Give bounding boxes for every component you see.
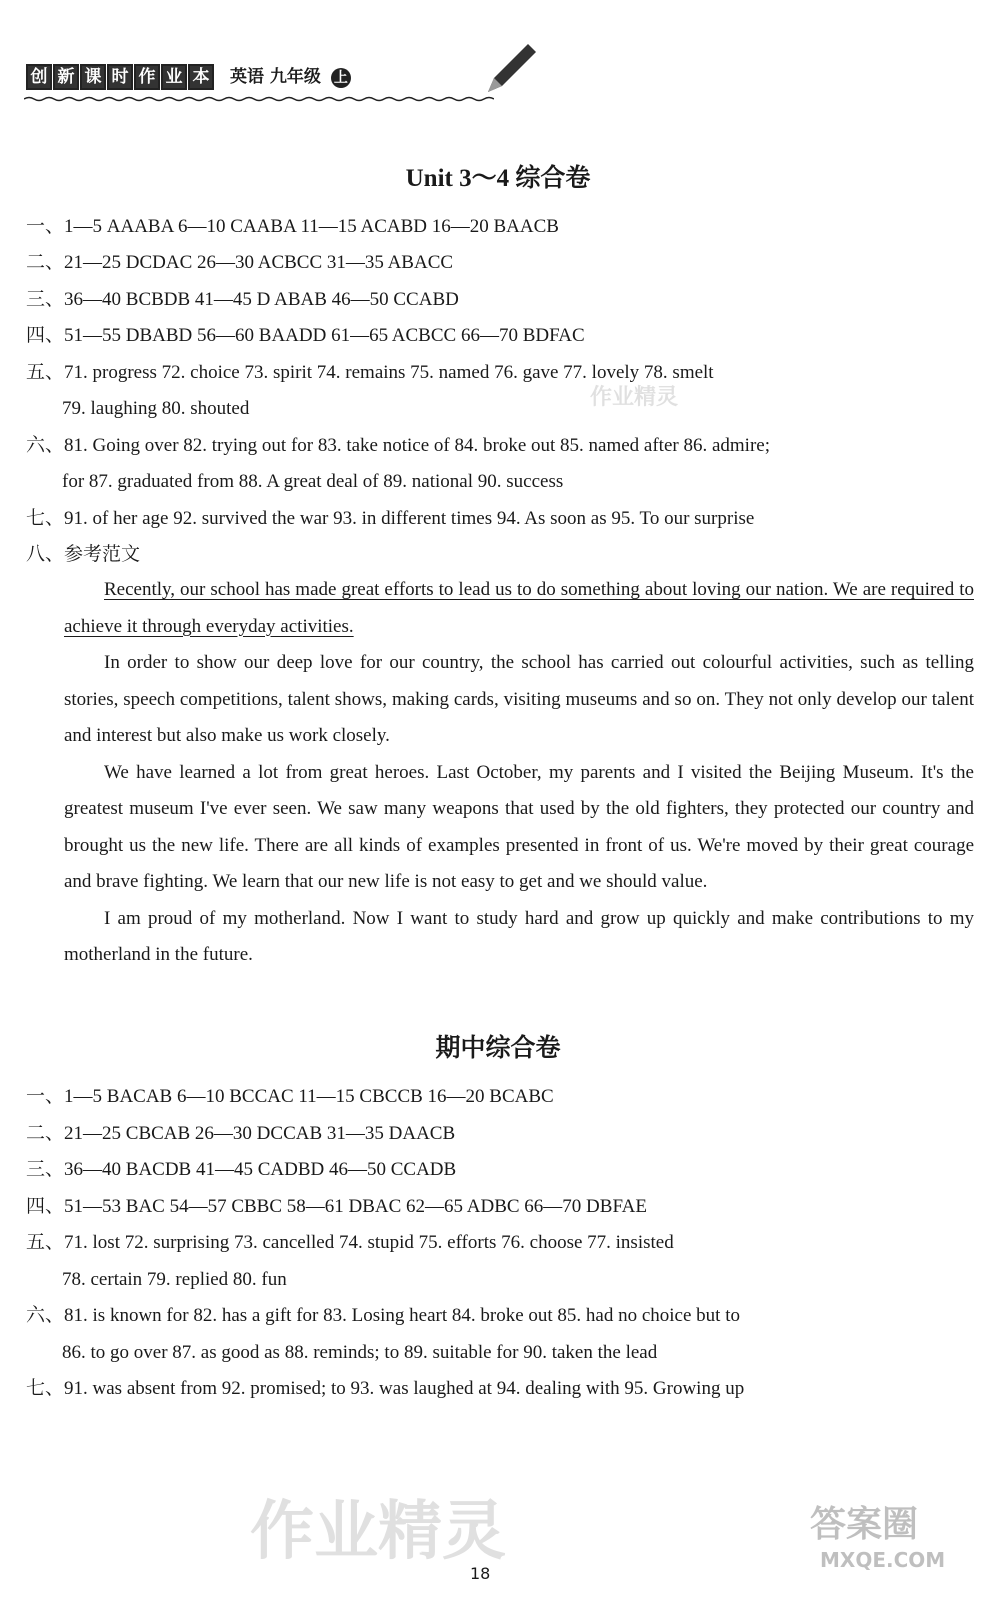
header-divider xyxy=(24,96,494,102)
center-watermark: 作业精灵 xyxy=(590,385,679,410)
row-text: 78. certain 79. replied 80. fun xyxy=(62,1269,287,1290)
model-essay xyxy=(64,572,974,974)
row-text: 21—25 CBCAB 26—30 DCCAB 31—35 DAACB xyxy=(64,1123,456,1144)
page-number: 18 xyxy=(470,1564,491,1583)
answer-row xyxy=(26,1084,554,1110)
row-text: 51—53 BAC 54—57 CBBC 58—61 DBAC 62—65 ADBC 66—70 DBFAE xyxy=(64,1196,647,1217)
brand-char: 创 xyxy=(26,64,52,90)
row-text: 1—5 BACAB 6—10 BCCAC 11—15 CBCCB 16—20 BCABC xyxy=(64,1086,554,1107)
answer-row xyxy=(26,1376,744,1402)
row-text: 36—40 BCBDB 41—45 D ABAB 46—50 CCABD xyxy=(64,289,459,310)
row-text: 86. to go over 87. as good as 88. reminds; to 89. suitable for 90. taken the lead xyxy=(62,1342,658,1363)
corner-watermark: 答案圈 xyxy=(810,1504,919,1545)
row-number: 七、 xyxy=(26,508,65,529)
row-number: 三、 xyxy=(26,1159,65,1180)
row-number: 二、 xyxy=(26,252,65,273)
section-title: 期中综合卷 xyxy=(435,1035,561,1062)
row-number: 六、 xyxy=(26,1305,65,1326)
answer-row xyxy=(62,1340,657,1366)
row-number: 一、 xyxy=(26,1086,65,1107)
answer-row xyxy=(26,1157,456,1183)
pencil-icon xyxy=(480,40,540,100)
brand-char: 作 xyxy=(134,64,160,90)
row-text: 71. lost 72. surprising 73. cancelled 74. stupid 75. efforts 76. choose 77. insisted xyxy=(64,1232,674,1253)
essay-paragraph: In order to show our deep love for our country, the school has carried out colourful activities, such as telling stories, speech competitions, talent shows, making cards, visiting museums and so on. They not only develop our talent and interest but also make us work closely. xyxy=(64,652,974,746)
row-text: 51—55 DBABD 56—60 BAADD 61—65 ACBCC 66—70 BDFAC xyxy=(64,325,585,346)
row-text: 1—5 AAABA 6—10 CAABA 11—15 ACABD 16—20 BAACB xyxy=(64,216,559,237)
answer-row xyxy=(26,287,459,313)
row-number: 一、 xyxy=(26,216,65,237)
answer-row xyxy=(26,1303,740,1329)
row-text: 79. laughing 80. shouted xyxy=(62,398,250,419)
row-number: 八、 xyxy=(26,544,65,565)
subject-grade: 英语 九年级 xyxy=(230,67,321,87)
answer-row xyxy=(26,323,585,349)
row-text: 81. Going over 82. trying out for 83. take notice of 84. broke out 85. named after 86. admire; xyxy=(64,435,771,456)
row-number: 五、 xyxy=(26,362,65,383)
book-subtitle xyxy=(230,62,351,88)
brand-char: 课 xyxy=(80,64,106,90)
essay-paragraph: We have learned a lot from great heroes. Last October, my parents and I visited the Beijing Museum. It's the greatest museum I've ever seen. We saw many weapons that used by the old fighters, they protected our country and brought us the new life. There are all kinds of examples presented in front of us. We're moved by their great courage and brave fighting. We learn that our new life is not easy to get and we should value. xyxy=(64,761,974,892)
book-brand xyxy=(26,64,215,90)
answer-row xyxy=(26,1121,455,1147)
row-number: 二、 xyxy=(26,1123,65,1144)
answer-row xyxy=(62,469,563,495)
row-number: 七、 xyxy=(26,1378,65,1399)
row-text: 参考范文 xyxy=(64,544,141,565)
answer-row xyxy=(62,396,249,422)
volume-badge: 上 xyxy=(331,68,351,88)
row-number: 三、 xyxy=(26,289,65,310)
answer-row xyxy=(26,542,140,568)
bottom-watermark: 作业精灵 xyxy=(250,1495,506,1569)
essay-paragraph: I am proud of my motherland. Now I want to study hard and grow up quickly and make contributions to my motherland in the future. xyxy=(64,907,974,965)
answer-row xyxy=(62,1267,287,1293)
row-number: 六、 xyxy=(26,435,65,456)
row-number: 四、 xyxy=(26,325,65,346)
row-text: 21—25 DCDAC 26—30 ACBCC 31—35 ABACC xyxy=(64,252,454,273)
answer-row xyxy=(26,214,559,240)
brand-char: 本 xyxy=(188,64,214,90)
row-text: 91. was absent from 92. promised; to 93. was laughed at 94. dealing with 95. Growing up xyxy=(64,1378,745,1399)
corner-watermark-url: MXQE.COM xyxy=(820,1548,946,1572)
essay-paragraph: Recently, our school has made great efforts to lead us to do something about loving our nation. We are required to achieve it through everyday activities. xyxy=(64,579,974,637)
row-text: 81. is known for 82. has a gift for 83. Losing heart 84. broke out 85. had no choice but to xyxy=(64,1305,740,1326)
row-text: 36—40 BACDB 41—45 CADBD 46—50 CCADB xyxy=(64,1159,457,1180)
brand-char: 时 xyxy=(107,64,133,90)
row-text: for 87. graduated from 88. A great deal of 89. national 90. success xyxy=(62,471,564,492)
row-text: 91. of her age 92. survived the war 93. in different times 94. As soon as 95. To our surprise xyxy=(64,508,755,529)
answer-row xyxy=(26,433,770,459)
answer-row xyxy=(26,506,754,532)
row-number: 四、 xyxy=(26,1196,65,1217)
page-header xyxy=(0,0,996,120)
row-number: 五、 xyxy=(26,1232,65,1253)
section-title: Unit 3～4 综合卷 xyxy=(405,165,591,192)
answer-row xyxy=(26,1194,647,1220)
row-text: 71. progress 72. choice 73. spirit 74. remains 75. named 76. gave 77. lovely 78. smelt xyxy=(64,362,714,383)
answer-row xyxy=(26,1230,674,1256)
answer-row xyxy=(26,250,453,276)
brand-char: 业 xyxy=(161,64,187,90)
brand-char: 新 xyxy=(53,64,79,90)
